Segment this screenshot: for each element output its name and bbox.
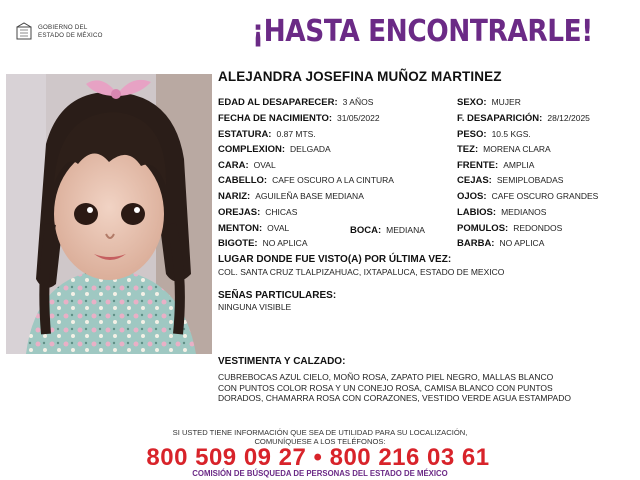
marks-value: NINGUNA VISIBLE bbox=[218, 302, 292, 312]
field-eyes: OJOS: CAFE OSCURO GRANDES bbox=[457, 191, 599, 202]
field-age: EDAD AL DESAPARECER: 3 AÑOS bbox=[218, 97, 374, 108]
phone-numbers: 800 509 09 27 • 800 216 03 61 bbox=[146, 444, 490, 471]
field-cheekbones: POMULOS: REDONDOS bbox=[457, 223, 563, 234]
clothing-label: VESTIMENTA Y CALZADO: bbox=[218, 356, 346, 367]
headline: ¡HASTA ENCONTRARLE! bbox=[252, 14, 593, 49]
marks-label: SEÑAS PARTICULARES: bbox=[218, 290, 337, 301]
missing-person-photo bbox=[6, 74, 212, 354]
field-weight: PESO: 10.5 KGS. bbox=[457, 129, 531, 140]
coat-of-arms-icon bbox=[14, 22, 34, 42]
field-height: ESTATURA: 0.87 MTS. bbox=[218, 129, 316, 140]
logo-text: GOBIERNO DEL ESTADO DE MÉXICO bbox=[38, 24, 103, 39]
government-logo bbox=[14, 22, 124, 44]
contact-note: SI USTED TIENE INFORMACIÓN QUE SEA DE UTILIDAD PARA SU LOCALIZACIÓN, COMUNÍQUESE A LOS TELÉFONOS: bbox=[172, 428, 468, 446]
field-sex: SEXO: MUJER bbox=[457, 97, 521, 108]
field-disappearance-date: F. DESAPARICIÓN: 28/12/2025 bbox=[457, 113, 590, 124]
field-eyebrows: CEJAS: SEMIPLOBADAS bbox=[457, 175, 564, 186]
field-ears: OREJAS: CHICAS bbox=[218, 207, 298, 218]
person-name: ALEJANDRA JOSEFINA MUÑOZ MARTINEZ bbox=[218, 69, 502, 84]
field-complexion: TEZ: MORENA CLARA bbox=[457, 144, 551, 155]
field-beard: BARBA: NO APLICA bbox=[457, 238, 545, 249]
field-mouth: BOCA: MEDIANA bbox=[350, 225, 425, 236]
field-nose: NARIZ: AGUILEÑA BASE MEDIANA bbox=[218, 191, 364, 202]
child-portrait-image bbox=[6, 74, 212, 354]
field-lips: LABIOS: MEDIANOS bbox=[457, 207, 547, 218]
field-mustache: BIGOTE: NO APLICA bbox=[218, 238, 308, 249]
field-chin: MENTON: OVAL bbox=[218, 223, 290, 234]
last-seen-label: LUGAR DONDE FUE VISTO(A) POR ÚLTIMA VEZ: bbox=[218, 254, 452, 265]
commission-name: COMISIÓN DE BÚSQUEDA DE PERSONAS DEL ESTADO DE MÉXICO bbox=[192, 469, 448, 478]
clothing-description: CUBREBOCAS AZUL CIELO, MOÑO ROSA, ZAPATO PIEL NEGRO, MALLAS BLANCO CON PUNTOS COLOR ROSA Y UN CONEJO ROSA, CAMISA BLANCO CON PUNTOS DORADOS, CHAMARRA ROSA CON CORAZONES, VESTIDO VERDE AGUA ESTAMPADO bbox=[218, 372, 571, 403]
last-seen-value: COL. SANTA CRUZ TLALPIZAHUAC, IXTAPALUCA, ESTADO DE MEXICO bbox=[218, 267, 505, 277]
field-build: COMPLEXION: DELGADA bbox=[218, 144, 331, 155]
field-forehead: FRENTE: AMPLIA bbox=[457, 160, 535, 171]
field-hair: CABELLO: CAFE OSCURO A LA CINTURA bbox=[218, 175, 394, 186]
field-face: CARA: OVAL bbox=[218, 160, 276, 171]
field-birthdate: FECHA DE NACIMIENTO: 31/05/2022 bbox=[218, 113, 380, 124]
